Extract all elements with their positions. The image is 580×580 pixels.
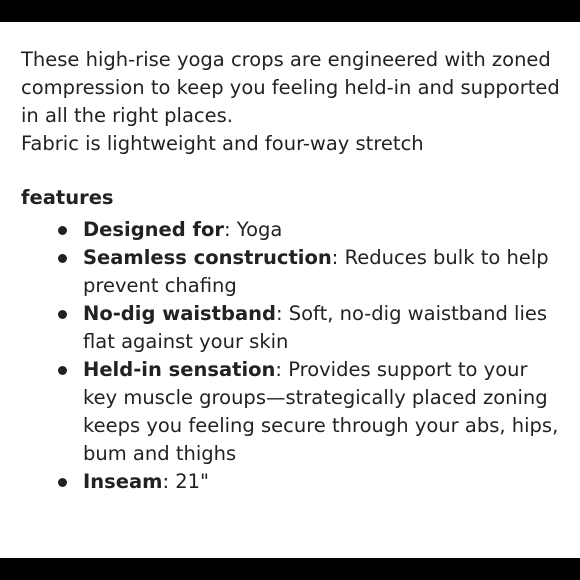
feature-item-held-in-sensation — [21, 356, 561, 468]
feature-name: Seamless construction — [83, 246, 332, 269]
features-heading: features — [21, 186, 114, 209]
bullet-icon — [58, 226, 67, 235]
feature-separator: : — [275, 302, 289, 325]
product-description-content — [21, 46, 561, 496]
feature-text: Provides support to your key muscle groups—strategically placed zoning keeps you feeling secure through your abs, hips, bum and thighs — [83, 358, 559, 465]
description-text — [21, 46, 561, 158]
product-description-panel — [0, 22, 580, 558]
bullet-icon — [58, 310, 67, 319]
features-list — [21, 216, 561, 496]
feature-name: Held-in sensation — [83, 358, 276, 381]
feature-item-inseam — [21, 468, 561, 496]
description-line-1: These high-rise yoga crops are engineered with zoned compression to keep you feeling held-in and supported in all the right places. — [21, 48, 560, 127]
feature-separator: : — [162, 470, 176, 493]
feature-text: 21" — [175, 470, 210, 493]
feature-name: No-dig waistband — [83, 302, 276, 325]
feature-separator: : — [275, 358, 289, 381]
feature-item-seamless-construction — [21, 244, 561, 300]
feature-text: Yoga — [236, 218, 283, 241]
feature-separator: : — [224, 218, 237, 241]
feature-item-designed-for — [21, 216, 561, 244]
feature-text: Reduces bulk to help prevent chafing — [83, 246, 549, 297]
bullet-icon — [58, 366, 67, 375]
feature-item-no-dig-waistband — [21, 300, 561, 356]
feature-name: Designed for — [83, 218, 225, 241]
feature-name: Inseam — [83, 470, 163, 493]
feature-text: Soft, no-dig waistband lies flat against your skin — [83, 302, 548, 353]
bullet-icon — [58, 478, 67, 487]
bullet-icon — [58, 254, 67, 263]
feature-separator: : — [331, 246, 345, 269]
description-line-2: Fabric is lightweight and four-way stretch — [21, 132, 424, 155]
